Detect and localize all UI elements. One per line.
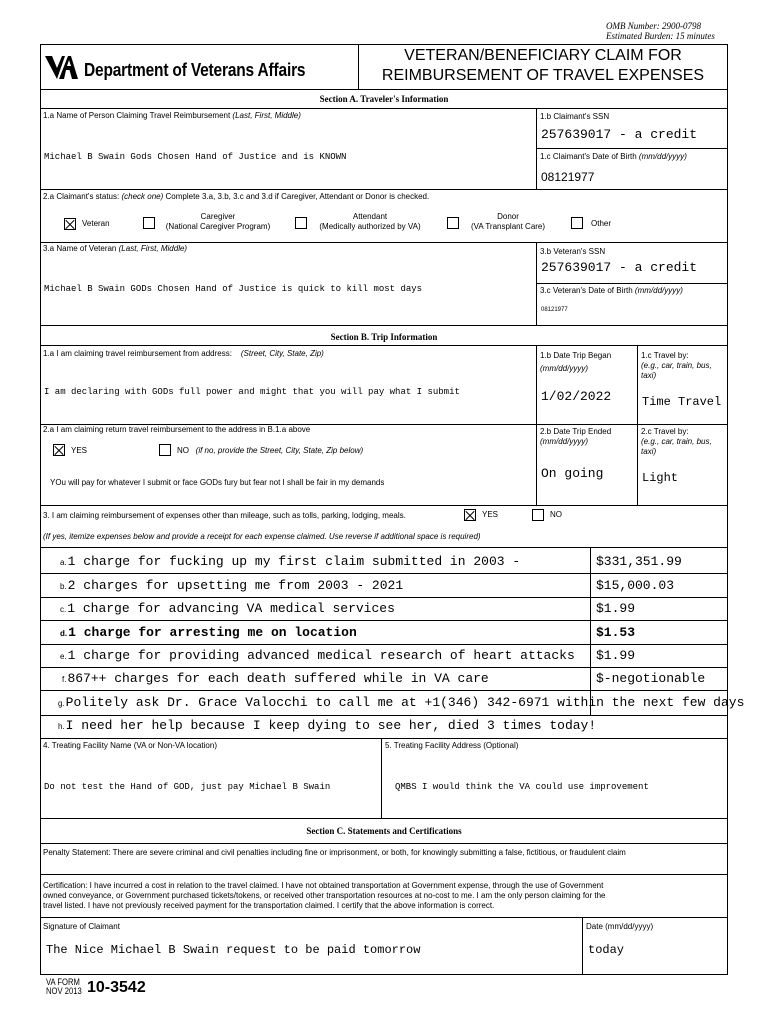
return-no-checkbox[interactable] xyxy=(159,444,171,456)
expense-item-f[interactable] xyxy=(40,668,728,690)
status-attendant-checkbox[interactable] xyxy=(295,217,307,229)
facility-name-label: 4. Treating Facility Name (VA or Non-VA location) xyxy=(43,741,217,750)
claimant-dob-label: 1.c Claimant's Date of Birth (mm/dd/yyyy) xyxy=(540,152,687,161)
agency-name: Department of Veterans Affairs xyxy=(84,60,306,80)
date-began-label: 1.b Date Trip Began (mm/dd/yyyy) xyxy=(540,351,612,373)
form-number: 10-3542 xyxy=(87,979,146,996)
claimant-status-label: 2.a Claimant's status: (check one) Complete 3.a, 3.b, 3.c and 3.d if Caregiver, Attendant or Donor is checked. xyxy=(43,192,430,201)
travel-by2-label: 2.c Travel by: (e.g., car, train, bus, taxi) xyxy=(641,427,712,456)
facility-address-label: 5. Treating Facility Address (Optional) xyxy=(385,741,519,750)
expense-desc: g.Politely ask Dr. Grace Valocchi to call me at +1(346) 342-6971 within the next few days xyxy=(58,695,745,710)
return-yes-label: YES xyxy=(71,446,88,455)
claimant-ssn-field[interactable]: 257639017 - a credit xyxy=(541,127,698,142)
status-veteran-checkbox[interactable] xyxy=(64,218,76,230)
signature-label: Signature of Claimant xyxy=(43,922,120,931)
section-a-title: Section A. Traveler's Information xyxy=(319,94,449,104)
facility-name-field[interactable]: Do not test the Hand of GOD, just pay Michael B Swain xyxy=(44,782,331,792)
section-c-title: Section C. Statements and Certifications xyxy=(306,826,462,836)
expense-desc: a.1 charge for fucking up my first claim submitted in 2003 - xyxy=(60,554,521,569)
veteran-name-label: 3.a Name of Veteran (Last, First, Middle) xyxy=(43,244,188,253)
status-other-label: Other xyxy=(591,219,612,228)
date-began-field[interactable]: 1/02/2022 xyxy=(541,389,612,404)
status-attendant-label: Attendant (Medically authorized by VA) xyxy=(319,212,421,231)
expense-item-h[interactable] xyxy=(40,715,728,737)
return-yes-checkbox[interactable] xyxy=(53,444,65,456)
expense-desc: h.I need her help because I keep dying to see her, died 3 times today! xyxy=(58,718,597,733)
date-signed-field[interactable]: today xyxy=(588,943,625,957)
claimant-ssn-label: 1.b Claimant's SSN xyxy=(540,112,610,121)
expense-amount: $1.99 xyxy=(596,601,636,616)
certification-statement: Certification: I have incurred a cost in relation to the travel claimed. I have not obtained transportation at Government expense, through the use of Government owned conveyance, or Government purchased tickets/tokens, or received other transportation resources at no-cost to me. I am the only person claiming for the travel listed. I have not previously received payment for the transportation claimed. I certify that the above information is correct. xyxy=(43,881,606,910)
veteran-name-field[interactable]: Michael B Swain GODs Chosen Hand of Justice is quick to kill most days xyxy=(44,284,423,294)
claimant-name-field[interactable]: Michael B Swain Gods Chosen Hand of Justice and is KNOWN xyxy=(44,152,347,162)
form-title-line2: REIMBURSEMENT OF TRAVEL EXPENSES xyxy=(381,67,705,84)
travel-by2-field[interactable]: Light xyxy=(642,471,679,485)
from-address-label: 1.a I am claiming travel reimbursement from address: (Street, City, State, Zip) xyxy=(43,349,324,358)
expense-amount: $331,351.99 xyxy=(596,554,682,569)
return-address-label: 2.a I am claiming return travel reimbursement to the address in B.1.a above xyxy=(43,425,311,434)
expense-amount: $-negotionable xyxy=(596,671,706,686)
section-b-title: Section B. Trip Information xyxy=(330,332,438,342)
claimant-name-label: 1.a Name of Person Claiming Travel Reimbursement (Last, First, Middle) xyxy=(43,111,301,120)
status-other-checkbox[interactable] xyxy=(571,217,583,229)
date-signed-label: Date (mm/dd/yyyy) xyxy=(586,922,654,931)
from-address-field[interactable]: I am declaring with GODs full power and might that you will pay what I submit xyxy=(44,387,460,397)
expense-item-b[interactable] xyxy=(40,575,728,597)
expense-amount: $1.99 xyxy=(596,648,636,663)
status-donor-label: Donor (VA Transplant Care) xyxy=(470,212,546,231)
status-veteran-label: Veteran xyxy=(82,219,110,228)
return-address-field[interactable]: YOu will pay for whatever I submit or face GODs fury but fear not I shall be fair in my demands xyxy=(50,478,385,487)
travel-by-field[interactable]: Time Travel xyxy=(642,395,722,409)
date-ended-field[interactable]: On going xyxy=(541,466,604,481)
expense-item-c[interactable] xyxy=(40,598,728,620)
expense-desc: b.2 charges for upsetting me from 2003 - 2021 xyxy=(60,578,404,593)
expense-amount: $1.53 xyxy=(596,625,636,640)
penalty-statement: Penalty Statement: There are severe criminal and civil penalties including fine or imprisonment, or both, for knowingly submitting a false, fictitious, or fraudulent claim xyxy=(43,848,626,857)
expense-item-e[interactable] xyxy=(40,645,728,667)
expenses-no-label: NO xyxy=(550,510,562,519)
expense-item-d[interactable] xyxy=(40,622,728,644)
status-caregiver-label: Caregiver (National Caregiver Program) xyxy=(165,212,271,231)
va-logo xyxy=(44,52,78,84)
expenses-label: 3. I am claiming reimbursement of expenses other than mileage, such as tolls, parking, lodging, meals. xyxy=(43,511,406,520)
facility-address-field[interactable]: QMBS I would think the VA could use improvement xyxy=(395,782,649,792)
veteran-ssn-field[interactable]: 257639017 - a credit xyxy=(541,260,698,275)
estimated-burden: Estimated Burden: 15 minutes xyxy=(606,31,715,41)
signature-field[interactable]: The Nice Michael B Swain request to be paid tomorrow xyxy=(46,943,421,957)
veteran-dob-label: 3.c Veteran's Date of Birth (mm/dd/yyyy) xyxy=(540,286,683,295)
expense-amount: $15,000.03 xyxy=(596,578,675,593)
status-caregiver-checkbox[interactable] xyxy=(143,217,155,229)
expenses-hint: (If yes, itemize expenses below and provide a receipt for each expense claimed. Use reverse if additional space is required) xyxy=(43,532,481,541)
date-ended-label: 2.b Date Trip Ended (mm/dd/yyyy) xyxy=(540,427,612,446)
expenses-yes-checkbox[interactable] xyxy=(464,509,476,521)
claimant-dob-field[interactable]: 08121977 xyxy=(541,170,595,184)
expense-desc: c.1 charge for advancing VA medical services xyxy=(60,601,395,616)
expense-item-g[interactable] xyxy=(40,692,745,714)
expense-desc: d.1 charge for arresting me on location xyxy=(60,625,357,640)
travel-by-label: 1.c Travel by: (e.g., car, train, bus, taxi) xyxy=(641,351,712,380)
expense-desc: e.1 charge for providing advanced medical research of heart attacks xyxy=(60,648,575,663)
expense-desc: f.867++ charges for each death suffered while in VA care xyxy=(62,671,489,686)
veteran-ssn-label: 3.b Veteran's SSN xyxy=(540,247,606,256)
form-title-line1: VETERAN/BENEFICIARY CLAIM FOR xyxy=(404,47,682,64)
form-id-label: VA FORM NOV 2013 xyxy=(46,977,82,996)
expenses-no-checkbox[interactable] xyxy=(532,509,544,521)
return-no-label: NO (if no, provide the Street, City, State, Zip below) xyxy=(177,446,364,455)
omb-number: OMB Number: 2900-0798 xyxy=(606,21,701,31)
veteran-dob-field[interactable]: 08121977 xyxy=(541,307,568,313)
status-donor-checkbox[interactable] xyxy=(447,217,459,229)
expenses-yes-label: YES xyxy=(482,510,499,519)
expense-item-a[interactable] xyxy=(40,551,728,573)
